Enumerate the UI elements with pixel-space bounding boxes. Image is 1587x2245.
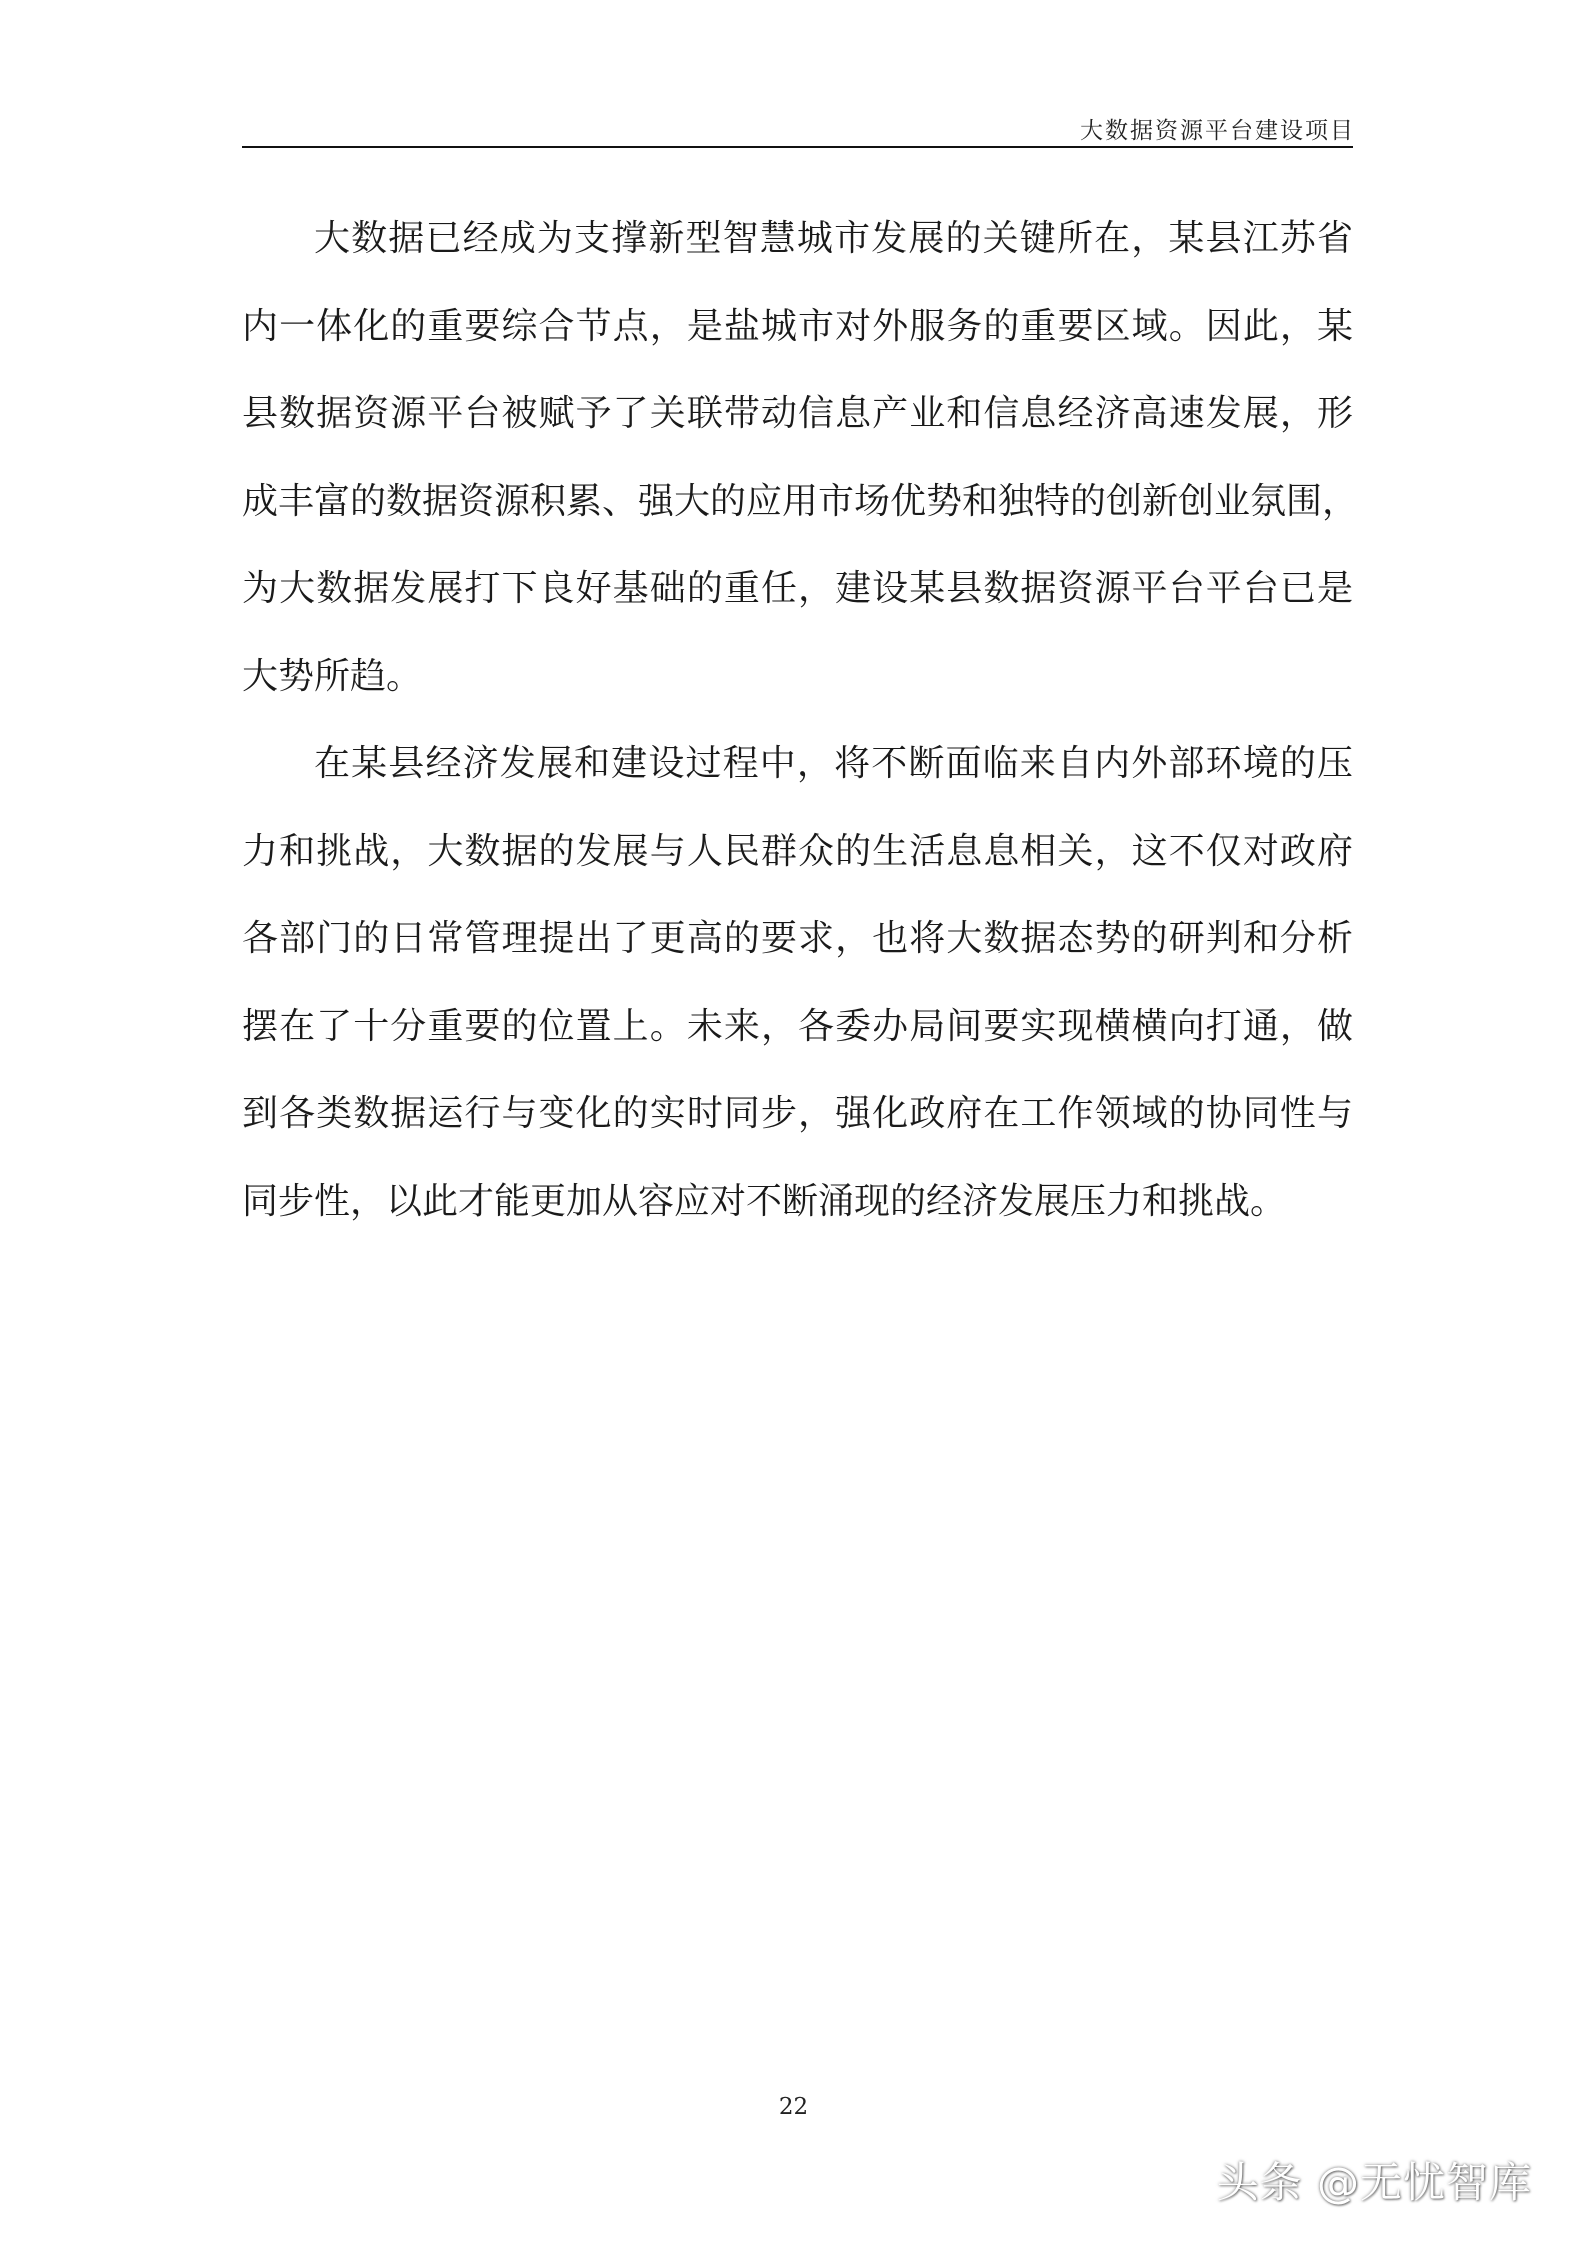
paragraph-line: 同步性，以此才能更加从容应对不断涌现的经济发展压力和挑战。: [242, 1180, 1287, 1222]
paragraph-line: 各部门的日常管理提出了更高的要求，也将大数据态势的研判和分析: [242, 918, 1353, 959]
header-divider: [242, 146, 1353, 148]
paragraph-line: 到各类数据运行与变化的实时同步，强化政府在工作领域的协同性与: [242, 1093, 1353, 1134]
paragraph-line: 成丰富的数据资源积累、强大的应用市场优势和独特的创新创业氛围，: [242, 480, 1359, 522]
paragraph-2: [242, 731, 1353, 1256]
paragraph-line: 力和挑战，大数据的发展与人民群众的生活息息相关，这不仅对政府: [242, 830, 1353, 872]
paragraph-line: 在某县经济发展和建设过程中，将不断面临来自内外部环境的压: [314, 743, 1353, 784]
watermark: 头条 @无忧智库: [1216, 2158, 1532, 2207]
page-number: 22: [778, 2094, 809, 2120]
paragraph-line: 大势所趋。: [242, 655, 423, 697]
paragraph-line: 内一体化的重要综合节点，是盐城市对外服务的重要区域。因此，某: [242, 305, 1353, 347]
document-body: [242, 206, 1359, 1256]
paragraph-line: 为大数据发展打下良好基础的重任，建设某县数据资源平台平台已是: [242, 568, 1353, 609]
paragraph-line: 县数据资源平台被赋予了关联带动信息产业和信息经济高速发展，形: [242, 393, 1353, 434]
paragraph-line: 大数据已经成为支撑新型智慧城市发展的关键所在，某县江苏省: [314, 218, 1353, 259]
header-title: 大数据资源平台建设项目: [1080, 118, 1355, 144]
paragraph-1: [242, 206, 1359, 731]
paragraph-line: 摆在了十分重要的位置上。未来，各委办局间要实现横横向打通，做: [242, 1005, 1353, 1047]
